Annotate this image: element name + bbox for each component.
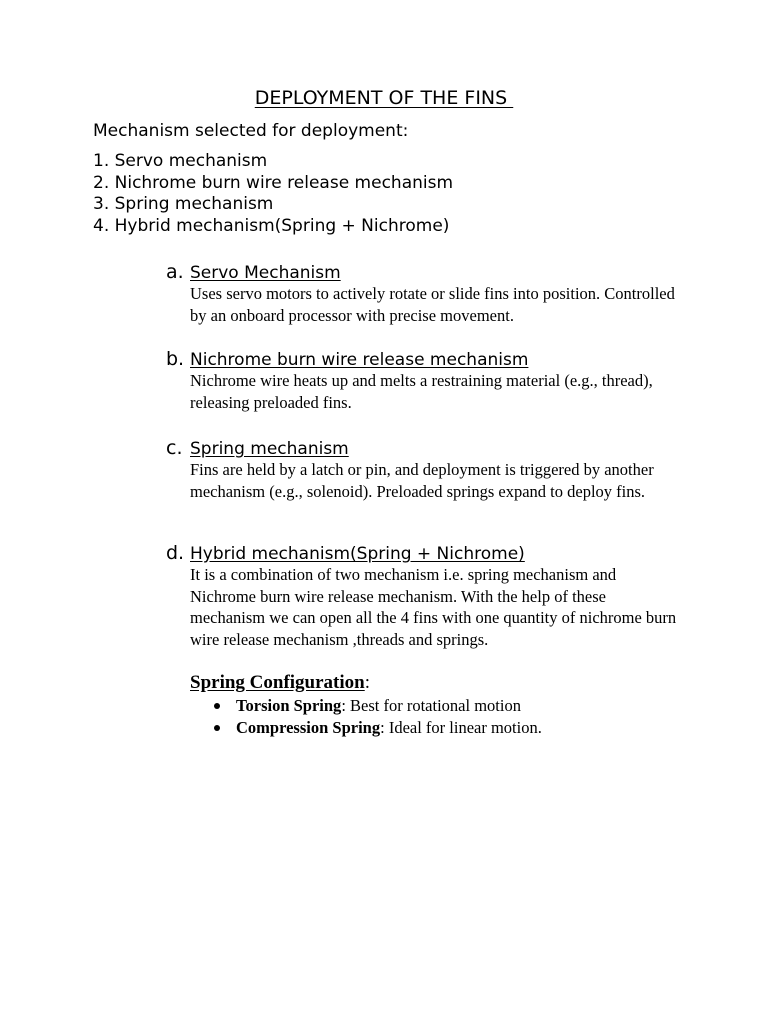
section-body: Uses servo motors to actively rotate or slide fins into position. Controlled by an onboard processor with precise movement.: [190, 284, 675, 325]
document-title: DEPLOYMENT OF THE FINS: [254, 87, 514, 109]
section-heading: Servo Mechanism: [190, 263, 341, 283]
section-heading: Nichrome burn wire release mechanism: [190, 350, 529, 370]
section-letter: c.: [166, 437, 183, 459]
list-item: 2. Nichrome burn wire release mechanism: [93, 172, 454, 193]
section-body: Nichrome wire heats up and melts a restraining material (e.g., thread), releasing preloaded fins.: [190, 371, 653, 412]
section-heading: Spring mechanism: [190, 439, 349, 459]
spring-type-list: [190, 695, 542, 739]
spring-desc: : Best for rotational motion: [341, 696, 521, 715]
section-letter: b.: [166, 348, 185, 370]
section-heading: Hybrid mechanism(Spring + Nichrome): [190, 544, 525, 564]
list-item: 1. Servo mechanism: [93, 151, 268, 171]
spring-configuration-heading: Spring Configuration: [190, 672, 365, 693]
bullet-icon: [214, 725, 220, 731]
spring-configuration: [190, 671, 542, 739]
section-body: It is a combination of two mechanism i.e. spring mechanism and Nichrome burn wire release mechanism. With the help of these mechanism we can open all the 4 fins with one quantity of nichrome burn wire release mechanism ,threads and springs.: [190, 565, 677, 649]
bullet-icon: [214, 703, 220, 709]
document-title-line: [0, 86, 768, 110]
list-item: [190, 695, 542, 717]
section-body: Fins are held by a latch or pin, and deployment is triggered by another mechanism (e.g., solenoid). Preloaded springs expand to deploy fins.: [190, 460, 654, 501]
mechanism-list: [93, 151, 453, 237]
section-letter: d.: [166, 542, 185, 564]
list-item: [190, 717, 542, 739]
heading-colon: :: [364, 672, 371, 693]
list-item: 4. Hybrid mechanism(Spring + Nichrome): [93, 215, 450, 236]
list-item: 3. Spring mechanism: [93, 194, 274, 214]
spring-desc: : Ideal for linear motion.: [380, 718, 542, 737]
spring-term: Compression Spring: [236, 718, 381, 737]
section-letter: a.: [166, 261, 184, 283]
spring-term: Torsion Spring: [236, 696, 342, 715]
intro-text: Mechanism selected for deployment:: [93, 121, 409, 141]
spring-configuration-title: [190, 671, 542, 695]
